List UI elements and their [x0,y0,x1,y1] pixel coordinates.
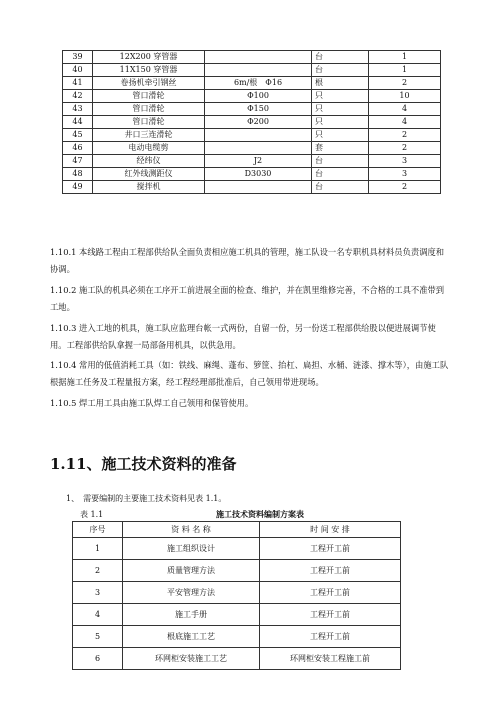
row-number: 1 [73,538,123,560]
equipment-name: 经纬仪 [93,155,205,168]
equipment-unit: 只 [312,103,369,116]
equipment-qty: 1 [369,51,441,64]
equipment-qty: 4 [369,103,441,116]
table-row [73,582,401,604]
equipment-name: 红外线测距仪 [93,168,205,181]
equipment-qty: 2 [369,129,441,142]
equipment-name: 管口滑轮 [93,103,205,116]
equipment-qty: 3 [369,155,441,168]
equipment-name: 11X150 穿管器 [93,64,205,77]
equipment-qty: 2 [369,181,441,194]
table-caption-title: 施工技术资料编制方案表 [216,509,304,519]
table-header-row [73,522,401,538]
document-name: 平安管理方法 [123,582,260,604]
row-number: 5 [73,626,123,648]
equipment-qty: 4 [369,116,441,129]
equipment-spec: 6m/根 Φ16 [205,77,312,90]
header-time: 时 间 安 排 [260,522,401,538]
table-row [63,155,441,168]
table-row [63,181,441,194]
row-number: 41 [63,77,93,90]
table-caption-label: 表 1.1 [80,510,104,519]
table-row [73,648,401,670]
equipment-name: 电动电缆剪 [93,142,205,155]
row-number: 42 [63,90,93,103]
equipment-spec [205,129,312,142]
equipment-name: 井口三连滑轮 [93,129,205,142]
document-time: 工程开工前 [260,582,401,604]
row-number: 47 [63,155,93,168]
row-number: 43 [63,103,93,116]
row-number: 3 [73,582,123,604]
equipment-name: 搅拌机 [93,181,205,194]
header-number: 序号 [73,522,123,538]
equipment-spec [205,181,312,194]
documents-table [72,521,401,670]
paragraph-1-10-5: 1.10.5 焊工用工具由施工队焊工自己领用和保管使用。 [50,398,254,408]
equipment-unit: 台 [312,181,369,194]
row-number: 2 [73,560,123,582]
document-time: 工程开工前 [260,538,401,560]
table-row [73,626,401,648]
equipment-qty: 3 [369,168,441,181]
document-name: 质量管理方法 [123,560,260,582]
equipment-spec [205,142,312,155]
equipment-unit: 只 [312,116,369,129]
table-row [63,142,441,155]
document-name: 根底施工工艺 [123,626,260,648]
equipment-spec: Φ100 [205,90,312,103]
row-number: 44 [63,116,93,129]
paragraph-1-10-1: 1.10.1 本线路工程由工程部供给队全面负责相应施工机具的管理，施工队设一名专职机具材料员负责调度和协调。 [50,247,445,274]
document-time: 工程开工前 [260,604,401,626]
equipment-spec: Φ200 [205,116,312,129]
row-number: 45 [63,129,93,142]
paragraph-1-10-4: 1.10.4 常用的低值消耗工具（如：铁线、麻绳、蓬布、箩筐、抬杠、扁担、水桶、涟漆、撑木等），由施工队根据施工任务及工程量报方案，经工程经理部批准后，自己领用带进现场。 [50,360,449,387]
table-row [63,90,441,103]
section-heading: 1.11、施工技术资料的准备 [50,455,237,473]
equipment-qty: 10 [369,90,441,103]
equipment-name: 管口滑轮 [93,90,205,103]
equipment-spec: D3030 [205,168,312,181]
equipment-unit: 台 [312,168,369,181]
equipment-table [62,50,441,194]
header-name: 资 料 名 称 [123,522,260,538]
document-name: 施工组织设计 [123,538,260,560]
table-row [63,51,441,64]
table-row [73,560,401,582]
equipment-unit: 台 [312,155,369,168]
paragraph-1-10-2: 1.10.2 施工队的机具必须在工序开工前进展全面的检查、维护，并在凯里维修完善，不合格的工具不准带到工地。 [50,285,445,312]
equipment-unit: 台 [312,64,369,77]
document-name: 环网柜安装施工工艺 [123,648,260,670]
equipment-unit: 根 [312,77,369,90]
equipment-qty: 1 [369,64,441,77]
table-row [63,103,441,116]
document-name: 施工手册 [123,604,260,626]
table-row [63,64,441,77]
equipment-qty: 2 [369,77,441,90]
table-row [73,604,401,626]
row-number: 49 [63,181,93,194]
equipment-unit: 套 [312,142,369,155]
equipment-spec: J2 [205,155,312,168]
document-time: 工程开工前 [260,626,401,648]
table-row [63,129,441,142]
row-number: 40 [63,64,93,77]
equipment-spec: Φ150 [205,103,312,116]
equipment-spec [205,51,312,64]
table-row [63,116,441,129]
paragraph-1-10-3: 1.10.3 进入工地的机具，施工队应监理台帐一式两份，自留一份，另一份送工程部供给股以便进展调节使用。工程部供给队拿握一局部备用机具，以供急用。 [50,323,436,350]
equipment-name: 12X200 穿管器 [93,51,205,64]
equipment-name: 管口滑轮 [93,116,205,129]
row-number: 39 [63,51,93,64]
row-number: 6 [73,648,123,670]
row-number: 46 [63,142,93,155]
table-row [73,538,401,560]
document-time: 工程开工前 [260,560,401,582]
row-number: 48 [63,168,93,181]
equipment-unit: 只 [312,129,369,142]
row-number: 4 [73,604,123,626]
document-time: 环网柜安装工程施工前 [260,648,401,670]
equipment-name: 卷扬机牵引钢丝 [93,77,205,90]
table-row [63,77,441,90]
equipment-spec [205,64,312,77]
table-row [63,168,441,181]
equipment-unit: 只 [312,90,369,103]
section-intro: 1、 需要编制的主要施工技术资料见表 1.1。 [66,494,227,503]
equipment-unit: 台 [312,51,369,64]
equipment-qty: 2 [369,142,441,155]
